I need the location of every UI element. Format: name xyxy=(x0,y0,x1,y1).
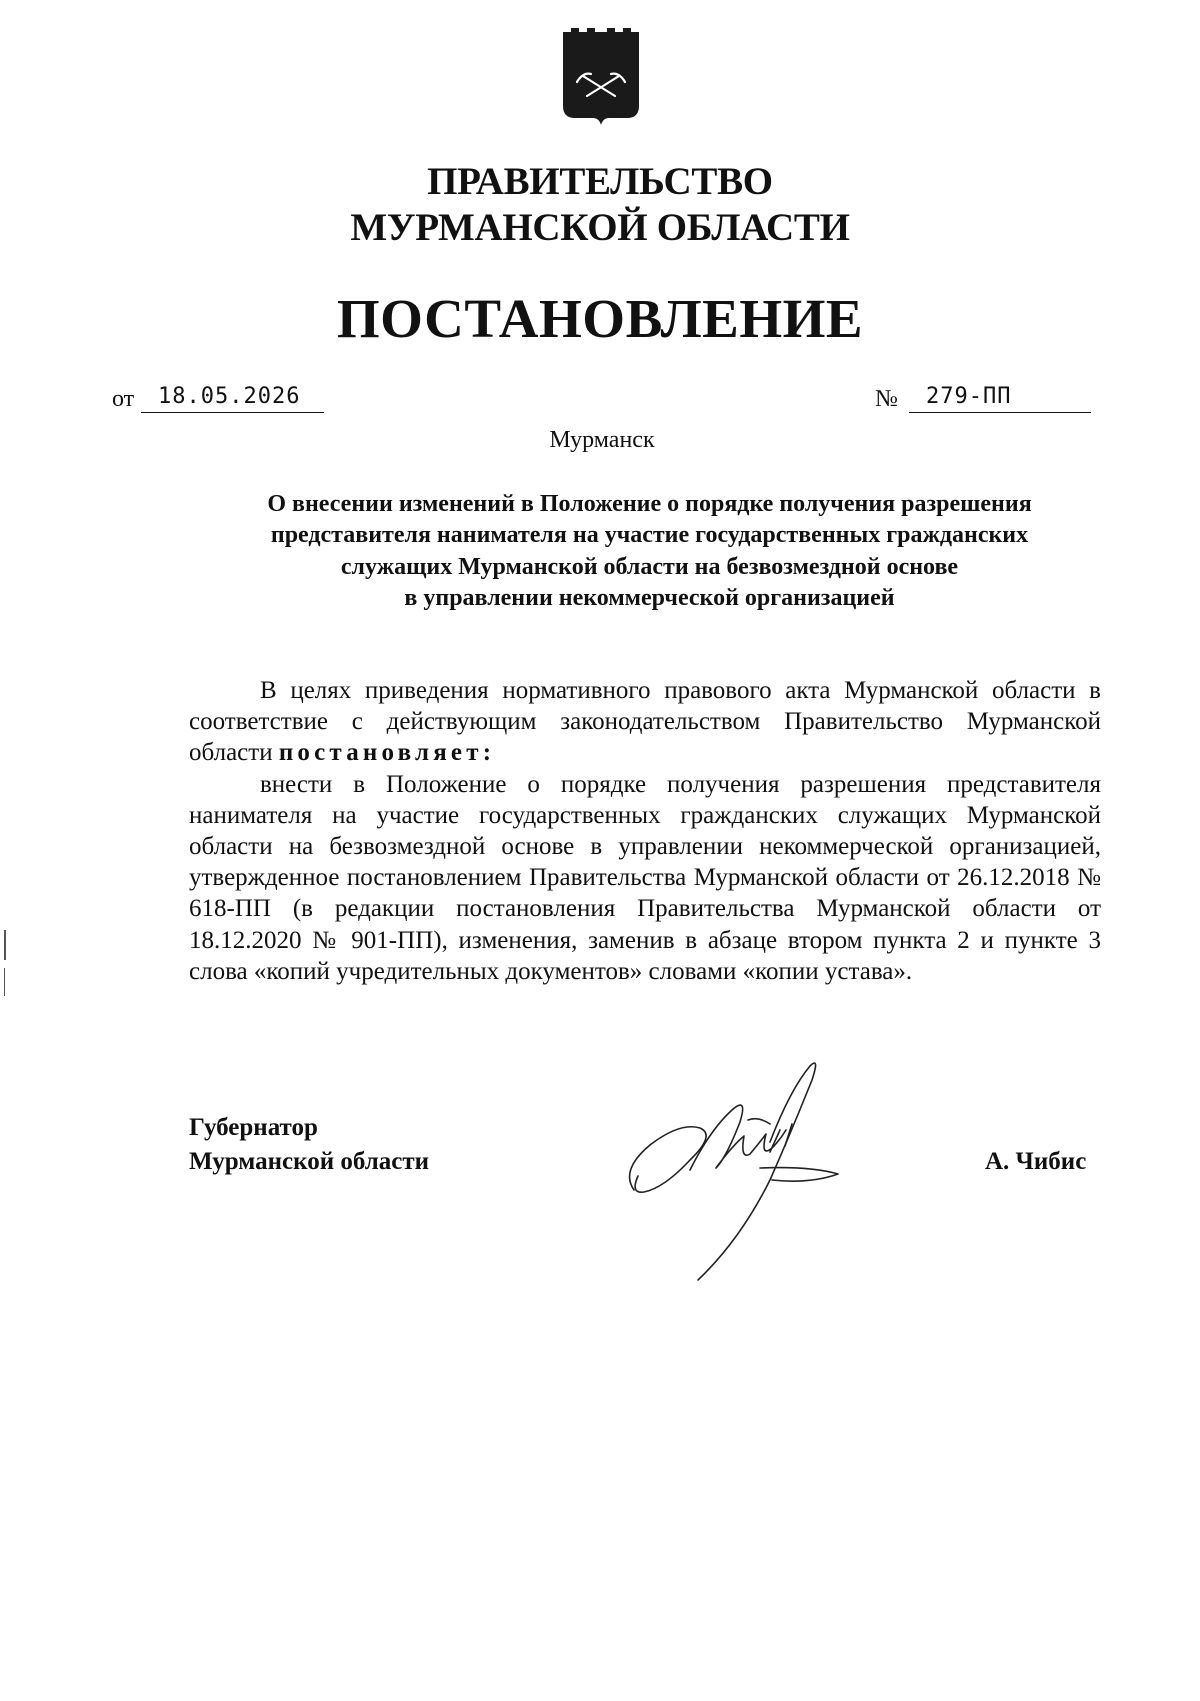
preamble-text: В целях приведения нормативного правового акта Мурманской области в соответствие с действующим законодательством Правительство Мурманской области xyxy=(189,677,1101,767)
scan-mark xyxy=(4,968,5,996)
number-label: № xyxy=(875,386,898,412)
title-line: служащих Мурманской области на безвозмездной основе xyxy=(340,553,959,580)
document-type: ПОСТАНОВЛЕНИЕ xyxy=(336,288,864,349)
org-name-line2: МУРМАНСКОЙ ОБЛАСТИ xyxy=(350,206,850,249)
signatory-position-line2: Мурманской области xyxy=(189,1148,430,1175)
resolves-keyword: постановляет: xyxy=(278,739,496,767)
date-label: от xyxy=(112,386,135,412)
body-paragraph: внести в Положение о порядке получения разрешения представителя нанимателя на участие государственных гражданских служащих Мурманской области на безвозмездной основе в управлении некоммерческой организацией, утвержденное постановлением Правительства Мурманской области от 26.12.2018 № 618-ПП (в редакции постановления Правительства Мурманской области от 18.12.2020 № 901-ПП), изменения, заменив в абзаце втором пункта 2 и пункте 3 слова «копий учредительных документов» словами «копии устава». xyxy=(189,770,1101,985)
title-line: представителя нанимателя на участие государственных гражданских xyxy=(270,522,1029,549)
org-name-line1: ПРАВИТЕЛЬСТВО xyxy=(427,160,773,203)
number-value: 279-ПП xyxy=(909,383,1091,413)
title-line: О внесении изменений в Положение о порядке получения разрешения xyxy=(267,491,1032,517)
signatory-name: А. Чибис xyxy=(985,1148,1087,1175)
body-paragraph xyxy=(189,675,1101,769)
title-line: в управлении некоммерческой организацией xyxy=(404,584,895,611)
resolution-body xyxy=(189,675,1101,987)
scan-mark xyxy=(4,930,6,960)
resolution-title xyxy=(189,489,1110,614)
coat-of-arms-icon xyxy=(561,28,641,126)
city: Мурманск xyxy=(549,427,655,453)
date-value: 18.05.2026 xyxy=(141,383,324,413)
handwritten-signature xyxy=(620,1050,870,1300)
signatory-position-line1: Губернатор xyxy=(189,1114,318,1141)
signatory-position xyxy=(189,1111,429,1179)
